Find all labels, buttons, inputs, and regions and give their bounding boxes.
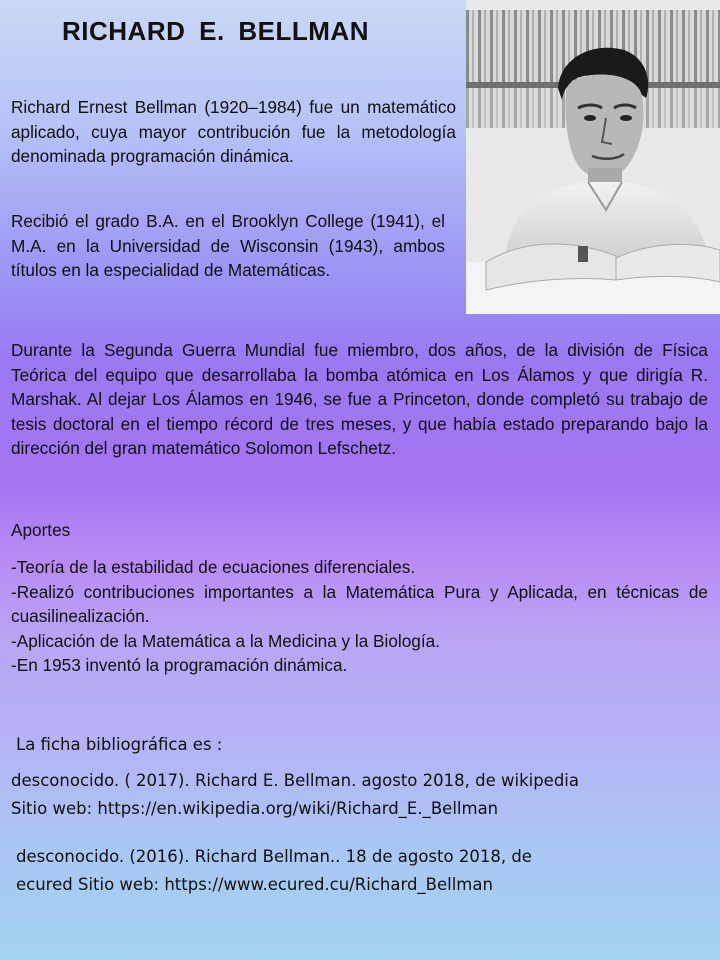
career-paragraph: Durante la Segunda Guerra Mundial fue miembro, dos años, de la división de Física Teórica del equipo que desarrollaba la bomba atómica en Los Álamos y que dirigía R. Marshak. Al dejar Los Álamos en 1946, se fue a Princeton, donde completó su trabajo de tesis doctoral en el tiempo récord de tres meses, y que había estado preparando bajo la dirección del gran matemático Solomon Lefschetz. xyxy=(11,340,708,458)
ficha-heading: La ficha bibliográfica es : xyxy=(16,735,223,754)
list-item: -Aplicación de la Matemática a la Medicina y la Biología. xyxy=(11,630,440,651)
portrait-photo xyxy=(466,0,720,314)
page-title: RICHARD E. BELLMAN xyxy=(62,16,369,46)
list-item: -Teoría de la estabilidad de ecuaciones diferenciales. xyxy=(11,557,416,577)
education-paragraph: Recibió el grado B.A. en el Brooklyn College (1941), el M.A. en la Universidad de Wisconsin (1943), ambos títulos en la especialidad de Matemáticas. xyxy=(11,211,445,280)
list-item: -En 1953 inventó la programación dinámica. xyxy=(11,655,348,675)
reference-wikipedia xyxy=(11,767,579,823)
reference-line: Sitio web: https://en.wikipedia.org/wiki/Richard_E._Bellman xyxy=(11,799,499,818)
list-item: -Realizó contribuciones importantes a la Matemática Pura y Aplicada, en técnicas de cuasilinealización. xyxy=(11,581,708,626)
reference-line: desconocido. ( 2017). Richard E. Bellman. agosto 2018, de wikipedia xyxy=(11,771,580,790)
aportes-heading: Aportes xyxy=(11,520,71,540)
reference-line: desconocido. (2016). Richard Bellman.. 18 de agosto 2018, de xyxy=(16,847,532,866)
reference-ecured xyxy=(16,843,532,899)
aportes-list xyxy=(11,555,708,678)
intro-paragraph: Richard Ernest Bellman (1920–1984) fue un matemático aplicado, cuya mayor contribución fue la metodología denominada programación dinámica. xyxy=(11,97,456,166)
reference-line: ecured Sitio web: https://www.ecured.cu/Richard_Bellman xyxy=(16,875,493,894)
